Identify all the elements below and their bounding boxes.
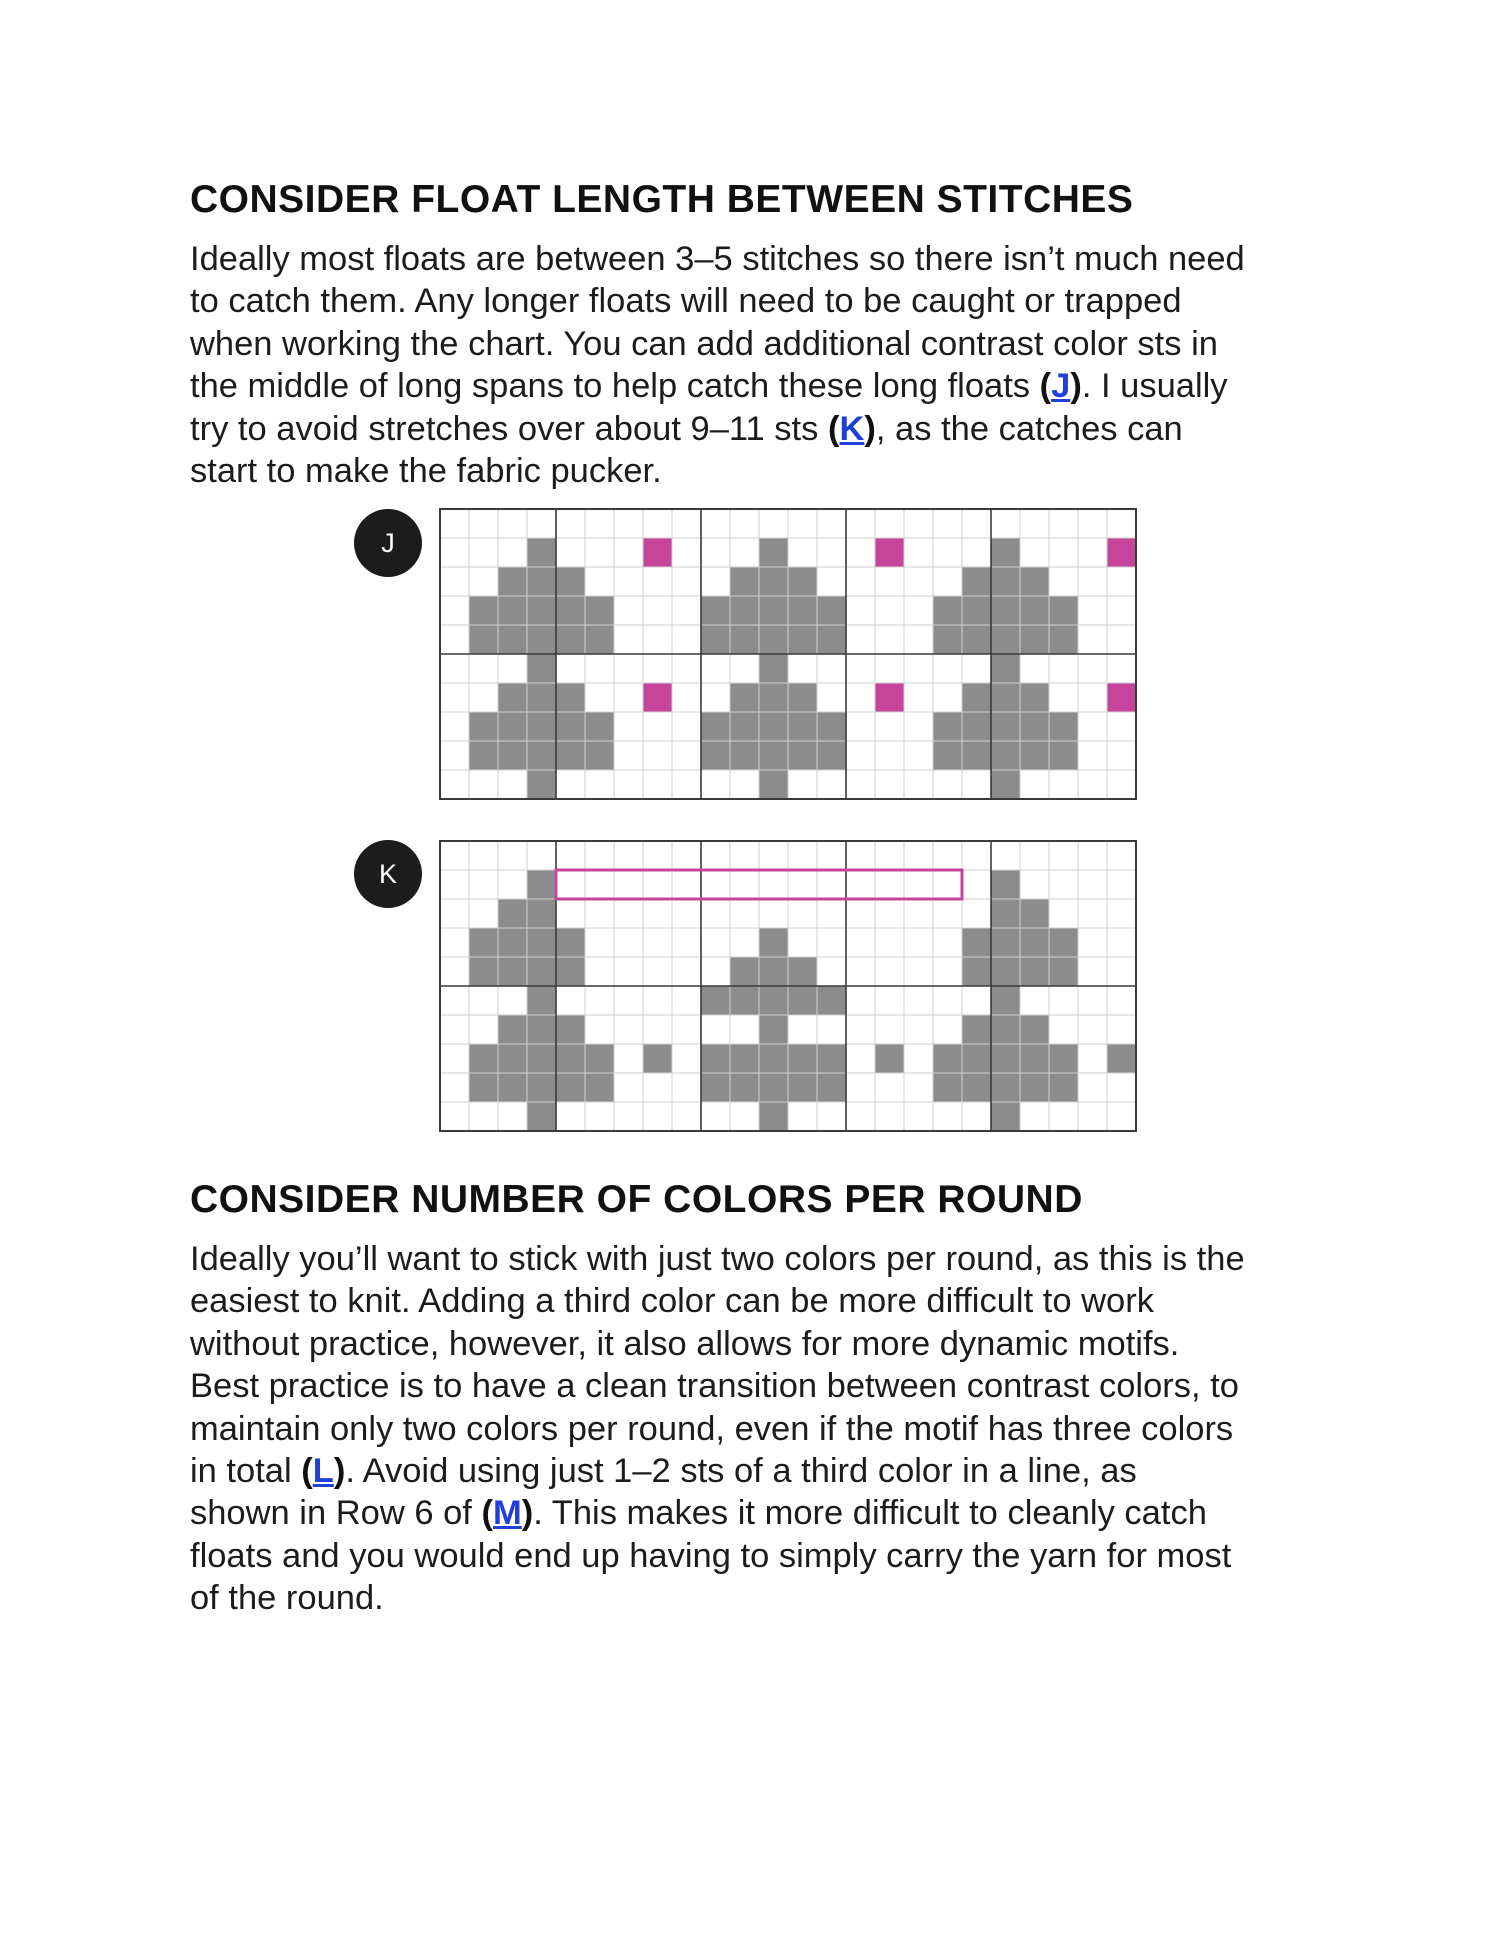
motif-stitch bbox=[991, 1073, 1020, 1102]
motif-stitch bbox=[759, 1102, 788, 1131]
chart-j bbox=[439, 508, 1137, 802]
motif-stitch bbox=[759, 1015, 788, 1044]
motif-stitch bbox=[527, 1073, 556, 1102]
motif-stitch bbox=[817, 1044, 846, 1073]
figure-ref: (K) bbox=[827, 409, 876, 448]
text-fragment: try to avoid stretches over about 9–11 sts bbox=[190, 409, 828, 448]
contrast-stitch bbox=[1107, 683, 1136, 712]
text-line bbox=[190, 365, 1340, 407]
motif-stitch bbox=[469, 625, 498, 654]
motif-stitch bbox=[759, 654, 788, 683]
motif-stitch bbox=[788, 625, 817, 654]
motif-stitch bbox=[527, 1102, 556, 1131]
text-line: start to make the fabric pucker. bbox=[190, 452, 662, 491]
motif-stitch bbox=[933, 596, 962, 625]
motif-stitch bbox=[991, 683, 1020, 712]
motif-stitch bbox=[527, 899, 556, 928]
motif-stitch bbox=[817, 986, 846, 1015]
motif-stitch bbox=[817, 625, 846, 654]
text-line: Ideally most floats are between 3–5 stitches so there isn’t much need bbox=[190, 240, 1245, 278]
motif-stitch bbox=[1049, 741, 1078, 770]
motif-stitch bbox=[759, 683, 788, 712]
text-fragment: . Avoid using just 1–2 sts of a third color in a line, as bbox=[345, 1452, 1137, 1491]
motif-stitch bbox=[1020, 567, 1049, 596]
motif-stitch bbox=[556, 683, 585, 712]
text-line: without practice, however, it also allows for more dynamic motifs. bbox=[190, 1324, 1180, 1363]
chart-k bbox=[439, 840, 1137, 1134]
motif-stitch bbox=[759, 712, 788, 741]
motif-stitch bbox=[498, 1044, 527, 1073]
motif-stitch bbox=[498, 1015, 527, 1044]
motif-stitch bbox=[1020, 683, 1049, 712]
motif-stitch bbox=[1049, 1073, 1078, 1102]
figure-marker-j bbox=[354, 509, 422, 577]
motif-stitch bbox=[1020, 1015, 1049, 1044]
motif-stitch bbox=[759, 741, 788, 770]
motif-stitch bbox=[701, 741, 730, 770]
motif-stitch bbox=[962, 712, 991, 741]
motif-stitch bbox=[498, 899, 527, 928]
motif-stitch bbox=[469, 596, 498, 625]
motif-stitch bbox=[701, 625, 730, 654]
motif-stitch bbox=[527, 1044, 556, 1073]
motif-stitch bbox=[962, 1015, 991, 1044]
motif-stitch bbox=[759, 596, 788, 625]
motif-stitch bbox=[759, 928, 788, 957]
motif-stitch bbox=[730, 741, 759, 770]
motif-stitch bbox=[991, 538, 1020, 567]
motif-stitch bbox=[1049, 596, 1078, 625]
text-fragment: , as the catches can bbox=[875, 409, 1183, 448]
motif-stitch bbox=[991, 870, 1020, 899]
motif-stitch bbox=[498, 567, 527, 596]
motif-stitch bbox=[759, 957, 788, 986]
motif-stitch bbox=[730, 1044, 759, 1073]
motif-stitch bbox=[991, 654, 1020, 683]
motif-stitch bbox=[817, 741, 846, 770]
text-fragment: shown in Row 6 of bbox=[190, 1494, 482, 1533]
motif-stitch bbox=[1020, 625, 1049, 654]
motif-stitch bbox=[991, 1015, 1020, 1044]
text-line: Best practice is to have a clean transition between contrast colors, to bbox=[190, 1367, 1239, 1406]
motif-stitch bbox=[759, 1073, 788, 1102]
motif-stitch bbox=[527, 986, 556, 1015]
motif-stitch bbox=[730, 712, 759, 741]
motif-stitch bbox=[788, 986, 817, 1015]
motif-stitch bbox=[991, 986, 1020, 1015]
motif-stitch bbox=[788, 1073, 817, 1102]
motif-stitch bbox=[527, 625, 556, 654]
motif-stitch bbox=[527, 712, 556, 741]
motif-stitch bbox=[730, 986, 759, 1015]
motif-stitch bbox=[556, 1015, 585, 1044]
motif-stitch bbox=[1020, 899, 1049, 928]
text-line: easiest to knit. Adding a third color can be more difficult to work bbox=[190, 1282, 1154, 1321]
motif-stitch bbox=[991, 928, 1020, 957]
text-line: of the round. bbox=[190, 1579, 384, 1618]
motif-stitch bbox=[991, 741, 1020, 770]
motif-stitch bbox=[585, 625, 614, 654]
motif-stitch bbox=[991, 1102, 1020, 1131]
motif-stitch bbox=[933, 1073, 962, 1102]
motif-stitch bbox=[962, 683, 991, 712]
motif-stitch bbox=[556, 1044, 585, 1073]
figure-link-m[interactable]: M bbox=[492, 1494, 522, 1533]
motif-stitch bbox=[730, 567, 759, 596]
motif-stitch bbox=[991, 1044, 1020, 1073]
motif-stitch bbox=[527, 770, 556, 799]
motif-stitch bbox=[556, 712, 585, 741]
text-fragment: the middle of long spans to help catch these long floats bbox=[190, 367, 1040, 406]
motif-stitch bbox=[933, 625, 962, 654]
motif-stitch bbox=[556, 625, 585, 654]
motif-stitch bbox=[701, 596, 730, 625]
text-fragment: . This makes it more difficult to cleanly catch bbox=[533, 1494, 1207, 1533]
motif-stitch bbox=[469, 741, 498, 770]
motif-stitch bbox=[991, 957, 1020, 986]
motif-stitch bbox=[527, 1015, 556, 1044]
motif-stitch bbox=[701, 1073, 730, 1102]
motif-stitch bbox=[1020, 928, 1049, 957]
motif-stitch bbox=[498, 712, 527, 741]
motif-stitch bbox=[585, 741, 614, 770]
section-heading-colors-per-round: CONSIDER NUMBER OF COLORS PER ROUND bbox=[190, 1178, 1083, 1221]
motif-stitch bbox=[469, 1073, 498, 1102]
motif-stitch bbox=[759, 538, 788, 567]
motif-stitch bbox=[556, 957, 585, 986]
motif-stitch bbox=[556, 1073, 585, 1102]
motif-stitch bbox=[527, 683, 556, 712]
text-line: floats and you would end up having to simply carry the yarn for most bbox=[190, 1536, 1232, 1575]
motif-stitch bbox=[1049, 625, 1078, 654]
motif-stitch bbox=[1049, 928, 1078, 957]
motif-stitch bbox=[527, 741, 556, 770]
motif-stitch bbox=[527, 538, 556, 567]
motif-stitch bbox=[498, 741, 527, 770]
motif-stitch bbox=[1020, 596, 1049, 625]
motif-stitch bbox=[556, 741, 585, 770]
motif-stitch bbox=[788, 741, 817, 770]
motif-stitch bbox=[701, 1044, 730, 1073]
text-line bbox=[190, 1492, 1340, 1534]
motif-stitch bbox=[498, 1073, 527, 1102]
motif-stitch bbox=[962, 1044, 991, 1073]
text-line: to catch them. Any longer floats will need to be caught or trapped bbox=[190, 282, 1182, 321]
contrast-stitch bbox=[643, 538, 672, 567]
motif-stitch bbox=[527, 567, 556, 596]
motif-stitch bbox=[933, 1044, 962, 1073]
motif-stitch bbox=[469, 712, 498, 741]
motif-stitch bbox=[498, 683, 527, 712]
figure-marker-label: K bbox=[378, 858, 397, 889]
motif-stitch bbox=[991, 625, 1020, 654]
motif-stitch bbox=[585, 596, 614, 625]
motif-stitch bbox=[1020, 957, 1049, 986]
motif-stitch bbox=[933, 741, 962, 770]
motif-stitch bbox=[469, 1044, 498, 1073]
motif-stitch bbox=[1020, 741, 1049, 770]
motif-stitch bbox=[962, 741, 991, 770]
contrast-stitch bbox=[643, 683, 672, 712]
motif-stitch bbox=[527, 870, 556, 899]
motif-stitch bbox=[527, 596, 556, 625]
text-line: Ideally you’ll want to stick with just two colors per round, as this is the bbox=[190, 1240, 1245, 1278]
motif-stitch bbox=[498, 625, 527, 654]
motif-stitch bbox=[991, 596, 1020, 625]
figure-ref: (L) bbox=[301, 1452, 346, 1491]
motif-stitch bbox=[817, 1073, 846, 1102]
figure-link-k[interactable]: K bbox=[839, 409, 865, 448]
text-line bbox=[190, 1450, 1340, 1492]
motif-stitch bbox=[1049, 957, 1078, 986]
motif-stitch bbox=[730, 1073, 759, 1102]
text-fragment: in total bbox=[190, 1452, 302, 1491]
motif-stitch bbox=[730, 625, 759, 654]
motif-stitch bbox=[962, 625, 991, 654]
contrast-stitch bbox=[875, 683, 904, 712]
contrast-stitch bbox=[875, 538, 904, 567]
motif-stitch bbox=[788, 596, 817, 625]
motif-stitch bbox=[1020, 712, 1049, 741]
motif-stitch bbox=[788, 1044, 817, 1073]
motif-stitch bbox=[788, 567, 817, 596]
motif-stitch bbox=[962, 567, 991, 596]
section-heading-float-length: CONSIDER FLOAT LENGTH BETWEEN STITCHES bbox=[190, 178, 1134, 221]
text-line bbox=[190, 408, 1340, 450]
figure-marker-k bbox=[354, 840, 422, 908]
motif-stitch bbox=[556, 567, 585, 596]
motif-stitch bbox=[730, 957, 759, 986]
motif-stitch bbox=[527, 928, 556, 957]
motif-stitch bbox=[962, 596, 991, 625]
figure-link-l[interactable]: L bbox=[312, 1452, 334, 1491]
motif-stitch bbox=[1107, 1044, 1136, 1073]
motif-stitch bbox=[759, 986, 788, 1015]
figure-marker-label: J bbox=[381, 527, 395, 558]
motif-stitch bbox=[962, 928, 991, 957]
motif-stitch bbox=[556, 928, 585, 957]
motif-stitch bbox=[759, 625, 788, 654]
motif-stitch bbox=[788, 957, 817, 986]
motif-stitch bbox=[498, 957, 527, 986]
text-line: when working the chart. You can add additional contrast color sts in bbox=[190, 324, 1218, 363]
motif-stitch bbox=[527, 654, 556, 683]
motif-stitch bbox=[498, 928, 527, 957]
motif-stitch bbox=[991, 899, 1020, 928]
motif-stitch bbox=[788, 683, 817, 712]
motif-stitch bbox=[643, 1044, 672, 1073]
motif-stitch bbox=[585, 1073, 614, 1102]
motif-stitch bbox=[991, 567, 1020, 596]
motif-stitch bbox=[759, 567, 788, 596]
motif-stitch bbox=[498, 596, 527, 625]
motif-stitch bbox=[1049, 1044, 1078, 1073]
motif-stitch bbox=[469, 928, 498, 957]
motif-stitch bbox=[759, 770, 788, 799]
motif-stitch bbox=[875, 1044, 904, 1073]
motif-stitch bbox=[469, 957, 498, 986]
motif-stitch bbox=[701, 712, 730, 741]
motif-stitch bbox=[1020, 1073, 1049, 1102]
contrast-stitch bbox=[1107, 538, 1136, 567]
motif-stitch bbox=[1049, 712, 1078, 741]
motif-stitch bbox=[991, 712, 1020, 741]
motif-stitch bbox=[730, 683, 759, 712]
text-line: maintain only two colors per round, even if the motif has three colors bbox=[190, 1409, 1234, 1448]
motif-stitch bbox=[817, 712, 846, 741]
motif-stitch bbox=[962, 957, 991, 986]
motif-stitch bbox=[759, 1044, 788, 1073]
motif-stitch bbox=[701, 986, 730, 1015]
motif-stitch bbox=[730, 596, 759, 625]
motif-stitch bbox=[1020, 1044, 1049, 1073]
motif-stitch bbox=[556, 596, 585, 625]
motif-stitch bbox=[527, 957, 556, 986]
text-fragment: . I usually bbox=[1081, 367, 1228, 406]
motif-stitch bbox=[817, 596, 846, 625]
motif-stitch bbox=[991, 770, 1020, 799]
motif-stitch bbox=[788, 712, 817, 741]
figure-link-j[interactable]: J bbox=[1051, 367, 1071, 406]
motif-stitch bbox=[933, 712, 962, 741]
figure-ref: (J) bbox=[1039, 367, 1082, 406]
motif-stitch bbox=[585, 712, 614, 741]
motif-stitch bbox=[962, 1073, 991, 1102]
motif-stitch bbox=[585, 1044, 614, 1073]
paragraph-float-length bbox=[190, 238, 1340, 492]
figure-ref: (M) bbox=[481, 1494, 534, 1533]
paragraph-colors-per-round bbox=[190, 1238, 1340, 1620]
